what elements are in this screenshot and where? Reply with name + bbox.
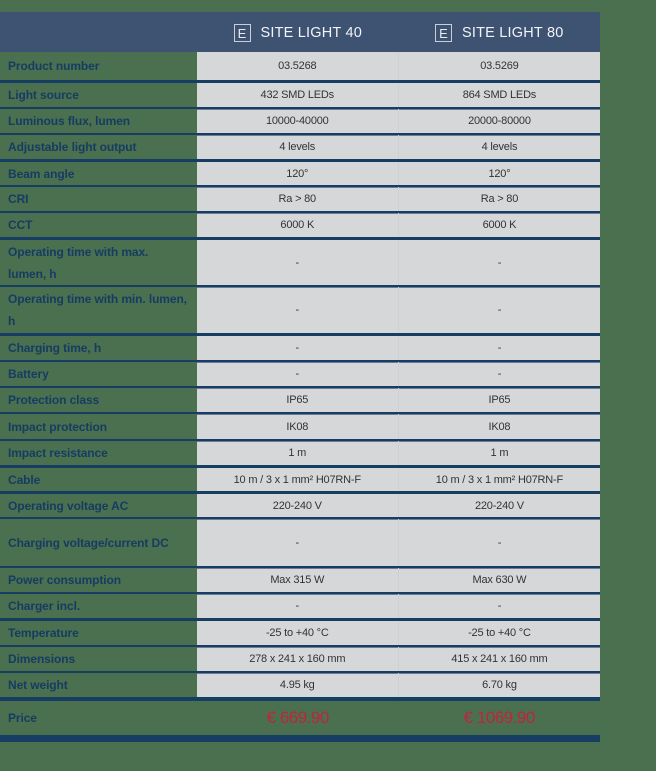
row-label: Impact protection <box>8 419 107 434</box>
row-value: - <box>399 594 600 618</box>
table-row <box>0 491 600 517</box>
table-row <box>0 618 600 645</box>
row-value: - <box>197 594 399 618</box>
row-label: Luminous flux, lumen <box>8 114 131 128</box>
bottom-divider <box>0 735 600 742</box>
row-value: 1 m <box>197 441 399 465</box>
row-label: Battery <box>8 367 49 381</box>
row-label: Net weight <box>8 678 68 692</box>
table-row <box>0 439 600 465</box>
energy-badge-icon: E <box>234 24 251 42</box>
row-value: 20000-80000 <box>399 109 600 133</box>
row-label: Operating time with max. lumen, h <box>8 244 149 281</box>
row-value: - <box>399 336 600 360</box>
row-value: 120° <box>399 162 600 185</box>
row-value: 03.5269 <box>399 52 600 80</box>
table-row <box>0 592 600 618</box>
product-name: SITE LIGHT 40 <box>260 25 362 41</box>
table-row <box>0 211 600 237</box>
row-value: 220-240 V <box>399 494 600 517</box>
table-row <box>0 107 600 133</box>
table-row <box>0 645 600 671</box>
row-value: IP65 <box>399 388 600 412</box>
row-value: - <box>197 287 399 333</box>
table-row <box>0 412 600 439</box>
row-label: Product number <box>8 59 100 73</box>
row-label: CCT <box>8 218 33 232</box>
row-value: IP65 <box>197 388 399 412</box>
row-label: Temperature <box>8 626 79 640</box>
row-value: -25 to +40 °C <box>197 621 399 645</box>
product-header-2 <box>399 12 601 52</box>
row-value: 415 x 241 x 160 mm <box>399 647 600 671</box>
row-label: Protection class <box>8 393 100 407</box>
table-row <box>0 133 600 159</box>
row-value: 220-240 V <box>197 494 399 517</box>
row-value: 120° <box>197 162 399 185</box>
row-value: 10 m / 3 x 1 mm² H07RN-F <box>399 468 600 491</box>
row-label: Adjustable light output <box>8 140 137 154</box>
table-header <box>0 12 600 52</box>
table-row <box>0 52 600 80</box>
row-label: Operating voltage AC <box>8 498 129 513</box>
table-row <box>0 237 600 285</box>
row-value: Ra > 80 <box>399 187 600 211</box>
row-label: CRI <box>8 192 29 206</box>
row-value: 6.70 kg <box>399 673 600 697</box>
row-value: 6000 K <box>399 213 600 237</box>
row-label: Charging voltage/current DC <box>8 535 169 550</box>
row-label: Impact resistance <box>8 446 108 460</box>
table-row <box>0 517 600 566</box>
row-label: Charger incl. <box>8 599 81 613</box>
row-value: 1 m <box>399 441 600 465</box>
row-label: Dimensions <box>8 652 76 666</box>
row-value: 4 levels <box>197 135 399 159</box>
table-row <box>0 159 600 185</box>
table-row <box>0 185 600 211</box>
table-row <box>0 465 600 491</box>
table-row <box>0 386 600 412</box>
row-value: Max 630 W <box>399 568 600 592</box>
row-value: - <box>399 362 600 386</box>
row-value: - <box>399 240 600 285</box>
table-row <box>0 285 600 333</box>
row-label: Power consumption <box>8 573 121 587</box>
row-label: Cable <box>8 472 41 487</box>
row-value: 03.5268 <box>197 52 399 80</box>
row-value: 4 levels <box>399 135 600 159</box>
price-value: € 669.90 <box>266 708 329 727</box>
table-row <box>0 80 600 107</box>
row-value: - <box>197 240 399 285</box>
row-value: 278 x 241 x 160 mm <box>197 647 399 671</box>
table-row <box>0 360 600 386</box>
row-value: - <box>197 519 399 566</box>
price-value: € 1069.90 <box>463 708 535 727</box>
row-value: 10000-40000 <box>197 109 399 133</box>
row-value: - <box>399 287 600 333</box>
table-row <box>0 671 600 697</box>
row-value: Ra > 80 <box>197 187 399 211</box>
row-value: Max 315 W <box>197 568 399 592</box>
table-row <box>0 566 600 592</box>
row-value: - <box>399 519 600 566</box>
row-value: 864 SMD LEDs <box>399 83 600 107</box>
row-label: Beam angle <box>8 166 75 181</box>
spec-table <box>0 12 600 742</box>
price-row <box>0 697 600 735</box>
row-value: 432 SMD LEDs <box>197 83 399 107</box>
row-label: Charging time, h <box>8 341 102 355</box>
product-name: SITE LIGHT 80 <box>462 25 564 41</box>
row-value: IK08 <box>399 414 600 439</box>
row-label: Light source <box>8 88 79 102</box>
row-label: Operating time with min. lumen, h <box>8 292 187 328</box>
row-value: IK08 <box>197 414 399 439</box>
row-value: - <box>197 362 399 386</box>
product-header-1 <box>197 12 399 52</box>
row-value: 10 m / 3 x 1 mm² H07RN-F <box>197 468 399 491</box>
row-value: 6000 K <box>197 213 399 237</box>
table-row <box>0 333 600 360</box>
header-empty <box>0 12 197 52</box>
price-label: Price <box>8 711 37 725</box>
energy-badge-icon: E <box>435 24 452 42</box>
row-value: 4.95 kg <box>197 673 399 697</box>
row-value: -25 to +40 °C <box>399 621 600 645</box>
row-value: - <box>197 336 399 360</box>
